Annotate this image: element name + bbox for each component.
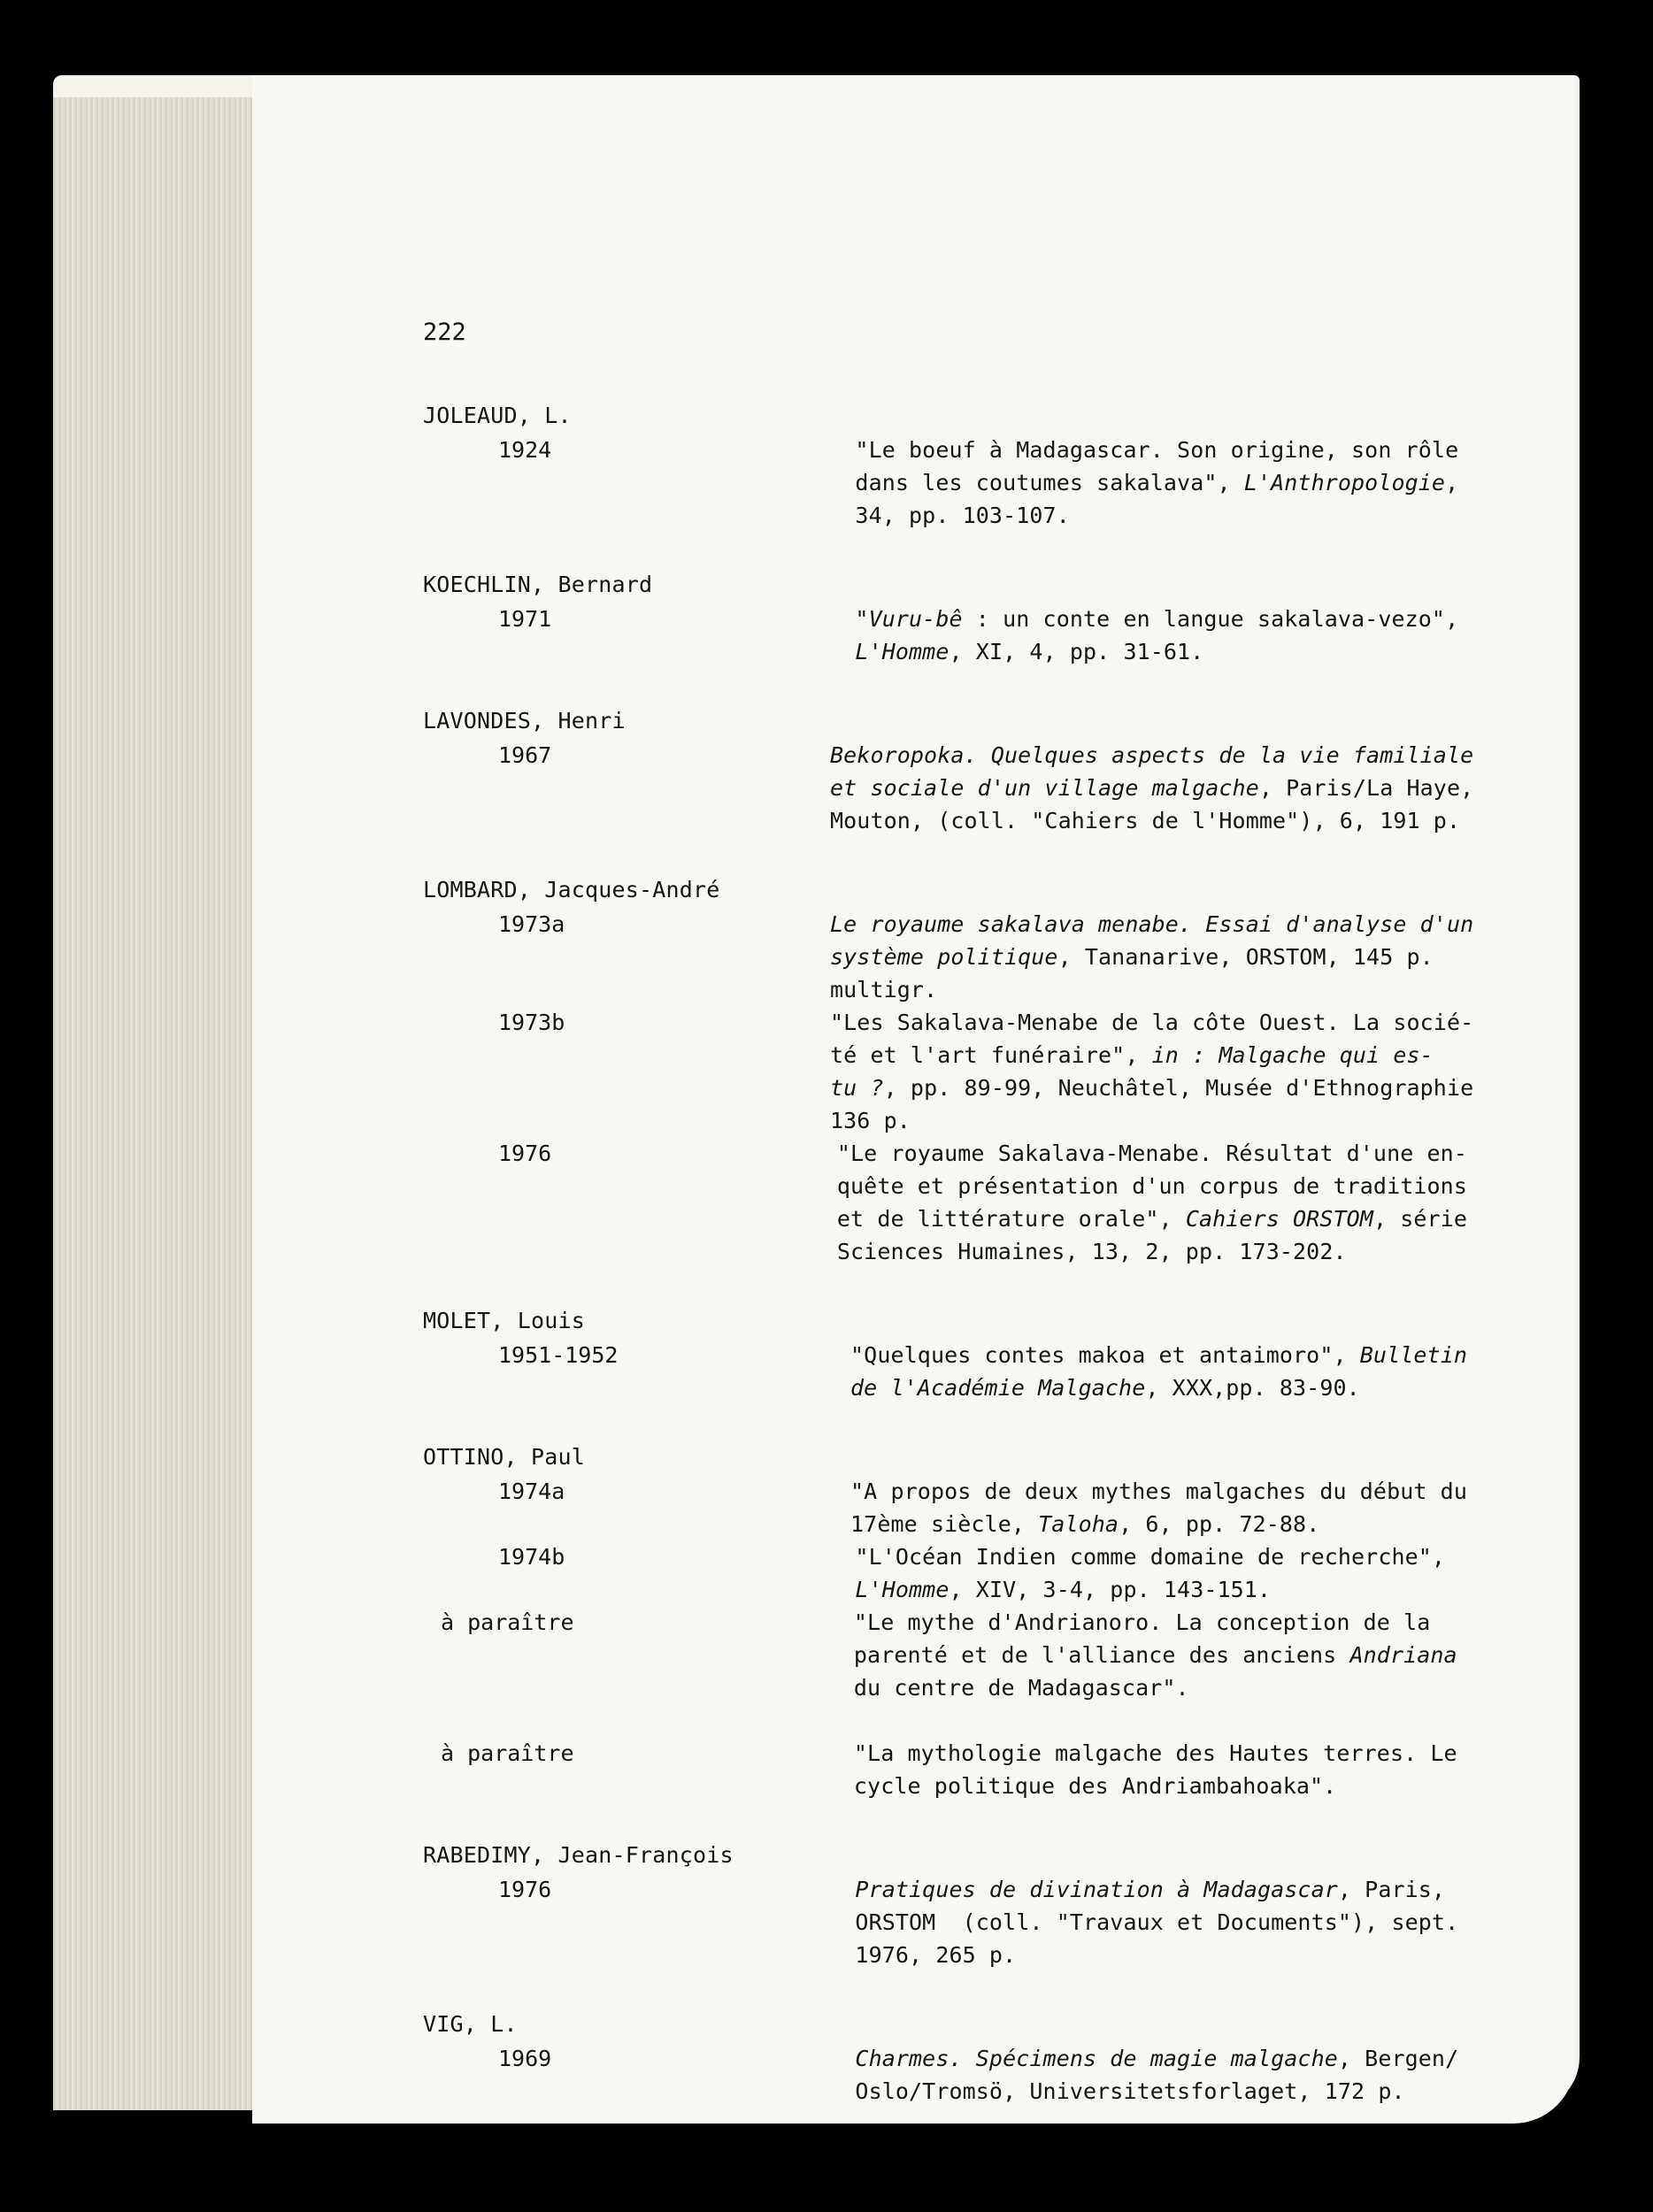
reference-line: "A propos de deux mythes malgaches du début du (850, 1479, 1467, 1504)
reference-line: Le royaume sakalava menabe. Essai d'analyse d'un (830, 911, 1474, 937)
entry-author: LAVONDES, Henri (423, 708, 626, 733)
reference-line: Sciences Humaines, 13, 2, pp. 173-202. (836, 1239, 1347, 1264)
entry-reference (850, 1475, 1467, 1540)
entry-year: 1974a (498, 1479, 565, 1504)
page-number: 222 (423, 319, 466, 346)
reference-line: "Le mythe d'Andrianoro. La conception de la (853, 1609, 1431, 1635)
entry-work (423, 1873, 1467, 1971)
entry-author: MOLET, Louis (423, 1308, 586, 1333)
entry-author: JOLEAUD, L. (423, 403, 572, 428)
reference-line: "La mythologie malgache des Hautes terres. Le (853, 1740, 1457, 1766)
reference-line: "L'Océan Indien comme domaine de recherche", (855, 1544, 1446, 1570)
entry-reference (855, 1873, 1467, 1971)
entry-year: 1969 (498, 2046, 552, 2071)
entry-work (423, 1540, 1467, 1606)
entry-work (423, 434, 1467, 532)
reference-line: Bekoropoka. Quelques aspects de la vie familiale (830, 742, 1474, 768)
reference-line: Mouton, (coll. "Cahiers de l'Homme"), 6, 191 p. (830, 808, 1461, 833)
entry-year: 1976 (498, 1877, 552, 1902)
bibliography (423, 398, 1474, 2108)
entry-reference (854, 1606, 1467, 1704)
entry-work (423, 603, 1467, 668)
entry-work (423, 1606, 1467, 1704)
reference-line: ORSTOM (coll. "Travaux et Documents"), sept. (855, 1909, 1459, 1935)
reference-line: "Les Sakalava-Menabe de la côte Ouest. La socié- (830, 1010, 1474, 1035)
entry-reference (855, 434, 1467, 532)
reference-line: multigr. (830, 977, 938, 1002)
reference-line: et sociale d'un village malgache, Paris/La Haye, (830, 775, 1474, 801)
entry-reference (854, 1737, 1467, 1802)
entry-author: VIG, L. (423, 2011, 518, 2037)
entry-year: 1951-1952 (498, 1342, 619, 1368)
entry-year: 1976 (498, 1141, 552, 1166)
entry-year: 1971 (498, 606, 552, 632)
reference-line: du centre de Madagascar". (853, 1675, 1189, 1701)
entry-reference (855, 603, 1467, 668)
entry-reference (837, 1137, 1467, 1268)
entry-work (423, 2042, 1467, 2108)
reference-line: "Vuru-bê : un conte en langue sakalava-vezo", (855, 606, 1459, 632)
entry-reference (850, 1339, 1467, 1404)
entry-year: 1973a (498, 911, 565, 937)
entry-work (423, 1475, 1467, 1540)
entry-work (423, 739, 1474, 837)
entry-author: OTTINO, Paul (423, 1444, 586, 1470)
reference-line: Pratiques de divination à Madagascar, Paris, (855, 1877, 1446, 1902)
entry-work (423, 1137, 1467, 1268)
entry-reference (830, 908, 1474, 1006)
entry-year: 1974b (498, 1544, 565, 1570)
entry-year: 1924 (498, 437, 552, 463)
reference-line: "Le boeuf à Madagascar. Son origine, son rôle (855, 437, 1459, 463)
entry-year: 1967 (498, 742, 552, 768)
reference-line: 34, pp. 103-107. (855, 503, 1070, 528)
entry-work (423, 1006, 1474, 1137)
reference-line: parenté et de l'alliance des anciens Andriana (853, 1642, 1457, 1668)
reference-line: système politique, Tananarive, ORSTOM, 145 p. (830, 944, 1434, 970)
entry-work (423, 1339, 1467, 1404)
entry-reference (855, 2042, 1467, 2108)
spacer (423, 1704, 1467, 1737)
entry-reference (830, 739, 1474, 837)
entry-author: KOECHLIN, Bernard (423, 572, 653, 597)
reference-line: et de littérature orale", Cahiers ORSTOM, série (836, 1206, 1467, 1232)
reference-line: cycle politique des Andriambahoaka". (853, 1773, 1337, 1799)
entry-year: à paraître (441, 1609, 574, 1635)
reference-line: tu ?, pp. 89-99, Neuchâtel, Musée d'Ethnographie (830, 1075, 1474, 1101)
reference-line: "Quelques contes makoa et antaimoro", Bulletin (850, 1342, 1467, 1368)
entry-author: LOMBARD, Jacques-André (423, 877, 720, 902)
entry-year: à paraître (441, 1740, 574, 1766)
entry-work (423, 908, 1474, 1006)
reference-line: quête et présentation d'un corpus de traditions (836, 1173, 1467, 1199)
reference-line: 1976, 265 p. (855, 1942, 1017, 1968)
reference-line: té et l'art funéraire", in : Malgache qui es- (830, 1042, 1434, 1068)
reference-line: dans les coutumes sakalava", L'Anthropologie, (855, 470, 1459, 495)
entry-author: RABEDIMY, Jean-François (423, 1842, 734, 1868)
reference-line: 136 p. (830, 1108, 911, 1133)
entry-reference (855, 1540, 1467, 1606)
entry-year: 1973b (498, 1010, 565, 1035)
reference-line: Charmes. Spécimens de magie malgache, Bergen/ (855, 2046, 1459, 2071)
reference-line: 17ème siècle, Taloha, 6, pp. 72-88. (850, 1511, 1320, 1537)
entry-work (423, 1737, 1467, 1802)
entry-reference (830, 1006, 1474, 1137)
reference-line: de l'Académie Malgache, XXX,pp. 83-90. (850, 1375, 1360, 1401)
reference-line: Oslo/Tromsö, Universitetsforlaget, 172 p. (855, 2078, 1405, 2104)
page-edges (53, 97, 252, 2110)
reference-line: "Le royaume Sakalava-Menabe. Résultat d'une en- (836, 1141, 1467, 1166)
reference-line: L'Homme, XIV, 3-4, pp. 143-151. (855, 1577, 1272, 1602)
reference-line: L'Homme, XI, 4, pp. 31-61. (855, 639, 1204, 664)
